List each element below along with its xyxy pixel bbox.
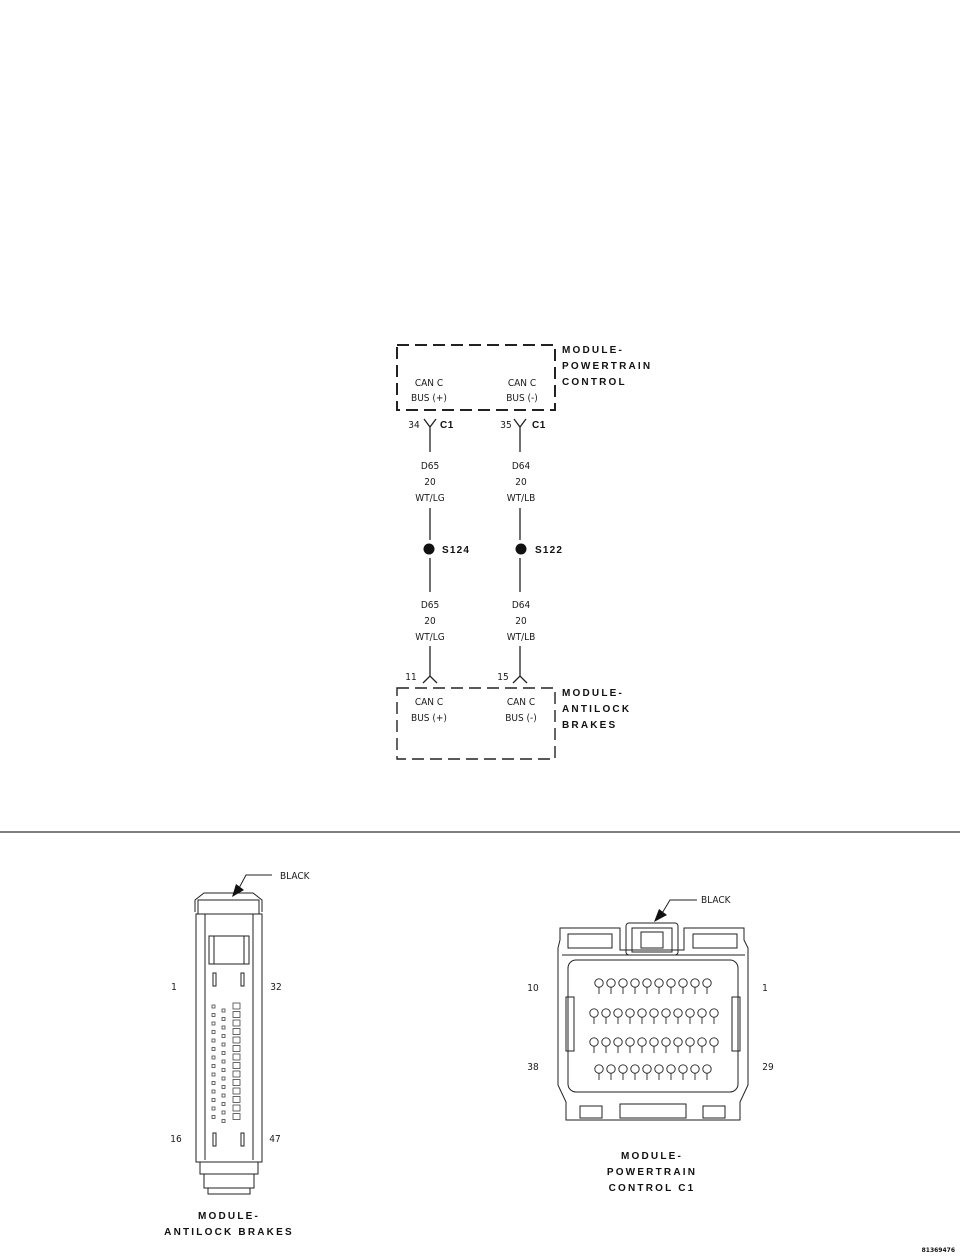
abs-pin-cavity [222,1060,225,1063]
abs-title-line2: ANTILOCK [562,704,632,715]
abs-pin-cavity [233,1063,240,1069]
pcm-left-circuit-line2: BUS (+) [411,393,447,404]
abs-pin-cavity [233,1071,240,1077]
abs-pin-bottom-right: 47 [269,1134,281,1145]
abs-left-circuit-line1: CAN C [414,697,444,708]
abs-pin-cavity [233,1088,240,1094]
pcm-right-pin: 35 [500,420,512,431]
abs-pin-cavity [212,1005,215,1008]
pcm-pin-cavity [655,1065,663,1080]
pcm-pin-cavity [710,1038,718,1053]
pcm-right-circuit-line1: CAN C [507,378,537,389]
abs-pin-cavity [222,1086,225,1089]
pcm-pin-cavity [602,1009,610,1024]
pcm-pin-bottom-right: 29 [762,1062,774,1073]
abs-pin-cavity [212,1056,215,1059]
abs-pin-cavity [233,1029,240,1035]
abs-pin-cavity [233,1054,240,1060]
pcm-connector-shell [558,928,748,1120]
splice-s122-icon [516,544,527,555]
pcm-title-line1: MODULE- [562,345,625,356]
pcm-pin-cavity [631,1065,639,1080]
pcm-right-circuit-line2: BUS (-) [506,393,538,404]
abs-left-pin: 11 [405,672,417,683]
abs-right-circuit-line1: CAN C [506,697,536,708]
pcm-pin-cavity [631,979,639,994]
abs-left-circuit-line2: BUS (+) [411,713,447,724]
abs-pin-cavity [212,1090,215,1093]
pcm-pin-cavity [638,1009,646,1024]
abs-pin-cavity [212,1082,215,1085]
splice-left-label: S124 [442,545,471,556]
svg-text:MODULE- [562,688,624,699]
abs-pin-cavity [222,1035,225,1038]
pcm-black-arrow-icon [654,909,667,922]
pcm-pin-cavity [595,979,603,994]
abs-right-circuit-line2: BUS (-) [505,713,537,724]
abs-pin-cavity [233,1003,240,1009]
abs-black-arrow-icon [232,884,244,897]
abs-pin-cavity [222,1026,225,1029]
pcm-pin-cavity [626,1009,634,1024]
pcm-left-circuit-line1: CAN C [414,378,444,389]
pcm-pin-cavity [674,1038,682,1053]
abs-pin-cavity [222,1069,225,1072]
pcm-pin-cavity [643,1065,651,1080]
wire-right-lower-circuit: D64 [511,600,531,611]
pcm-pin-cavity [643,979,651,994]
abs-pin-cavity [222,1103,225,1106]
pcm-pin-cavity [650,1038,658,1053]
figure-id: 81369476 [921,1247,955,1254]
wire-right-upper-color: WT/LB [506,493,536,504]
abs-pin-cavity [212,1014,215,1017]
abs-pin-cavity [233,1020,240,1026]
wire-left-lower-color: WT/LG [415,632,445,643]
splice-s124-icon [424,544,435,555]
pcm-pin-cavity [638,1038,646,1053]
abs-pin-top-left: 1 [171,982,177,993]
pcm-pin-cavity [607,1065,615,1080]
abs-pin-cavity [233,1080,240,1086]
abs-title-line1: MODULE- [562,688,625,699]
pcm-pin-cavity [662,1038,670,1053]
pcm-pin-grid [590,979,718,1080]
abs-pin-cavity [222,1052,225,1055]
abs-pin-cavity [233,1114,240,1120]
abs-pin-cavity [222,1018,225,1021]
pcm-pin-cavity [667,979,675,994]
wire-left-lower-gauge: 20 [424,616,436,627]
pcm-pin-cavity [590,1009,598,1024]
pcm-pin-cavity [590,1038,598,1053]
abs-pin-cavity [222,1120,225,1123]
abs-pin-cavity [222,1043,225,1046]
svg-text:POWERTRAIN [562,361,652,372]
pcm-pin-top-right: 1 [762,983,768,994]
svg-text:CONTROL [562,377,627,388]
wire-right-upper-circuit: D64 [511,461,531,472]
abs-pin11-terminal-icon [423,672,437,683]
pcm-pin-cavity [698,1038,706,1053]
pcm-pin-cavity [626,1038,634,1053]
abs-pin-cavity [212,1116,215,1119]
pcm-pin-cavity [614,1009,622,1024]
pcm-left-pin: 34 [408,420,420,431]
pcm-pin-cavity [679,979,687,994]
abs-pin-cavity [233,1097,240,1103]
pcm-connector-face [568,960,738,1092]
wire-left-upper-circuit: D65 [420,461,440,472]
abs-pin-cavity [222,1094,225,1097]
svg-text:MODULE- [562,345,624,356]
splice-right-label: S122 [535,545,564,556]
abs-right-pin: 15 [497,672,509,683]
pcm-pin-cavity [619,979,627,994]
pcm-pin-cavity [710,1009,718,1024]
abs-pin-grid [212,1003,240,1123]
abs-pin-top-right: 32 [270,982,282,993]
abs-leader-line [238,875,272,890]
pcm-caption-line3: CONTROL C1 [608,1183,696,1194]
abs-pin15-terminal-icon [513,672,527,683]
pcm-right-connector: C1 [532,420,546,431]
abs-pin-bottom-left: 16 [170,1134,182,1145]
pcm-pin-cavity [674,1009,682,1024]
pcm-pin-top-left: 10 [527,983,539,994]
abs-color-label: BLACK [280,871,310,882]
pcm-caption-line1: MODULE- [620,1151,684,1162]
abs-caption-line2: ANTILOCK BRAKES [164,1227,294,1238]
pcm-pin-cavity [607,979,615,994]
abs-pin-cavity [233,1105,240,1111]
svg-text:BRAKES [562,720,617,731]
pcm-caption-line2: POWERTRAIN [606,1167,698,1178]
wire-right-lower-color: WT/LB [506,632,536,643]
abs-pin-cavity [212,1039,215,1042]
abs-pin-cavity [212,1073,215,1076]
abs-pin-cavity [212,1048,215,1051]
abs-connector-body [196,914,262,1162]
pcm-pin-cavity [686,1038,694,1053]
abs-title-line3: BRAKES [562,720,618,731]
pcm-pin-cavity [691,1065,699,1080]
wire-left-upper-color: WT/LG [415,493,445,504]
pcm-pin35-terminal-icon [514,419,526,436]
pcm-pin-cavity [602,1038,610,1053]
wire-left-lower-circuit: D65 [420,600,440,611]
abs-pin-cavity [222,1077,225,1080]
pcm-pin-cavity [679,1065,687,1080]
abs-pin-cavity [233,1046,240,1052]
abs-pin-cavity [212,1065,215,1068]
pcm-leader-line [661,900,697,915]
pcm-pin-cavity [703,1065,711,1080]
pcm-pin-cavity [667,1065,675,1080]
abs-pin-cavity [212,1107,215,1110]
pcm-pin-cavity [595,1065,603,1080]
pcm-pin-bottom-left: 38 [527,1062,539,1073]
abs-pin-cavity [212,1099,215,1102]
pcm-pin-cavity [655,979,663,994]
pcm-color-label: BLACK [701,895,731,906]
abs-pin-cavity [212,1022,215,1025]
pcm-pin-cavity [686,1009,694,1024]
wire-right-lower-gauge: 20 [515,616,527,627]
wire-left-upper-gauge: 20 [424,477,436,488]
pcm-left-connector: C1 [440,420,454,431]
abs-pin-cavity [222,1009,225,1012]
abs-caption-line1: MODULE- [197,1211,261,1222]
pcm-title-line3: CONTROL [562,377,627,388]
pcm-pin-cavity [691,979,699,994]
pcm-pin-cavity [703,979,711,994]
pcm-pin34-terminal-icon [424,419,436,436]
pcm-pin-cavity [698,1009,706,1024]
pcm-pin-cavity [662,1009,670,1024]
pcm-title-line2: POWERTRAIN [562,361,653,372]
abs-pin-cavity [222,1111,225,1114]
wire-right-upper-gauge: 20 [515,477,527,488]
svg-text:ANTILOCK [562,704,631,715]
pcm-pin-cavity [650,1009,658,1024]
pcm-pin-cavity [614,1038,622,1053]
abs-pin-cavity [212,1031,215,1034]
abs-pin-cavity [233,1012,240,1018]
abs-pin-cavity [233,1037,240,1043]
pcm-pin-cavity [619,1065,627,1080]
